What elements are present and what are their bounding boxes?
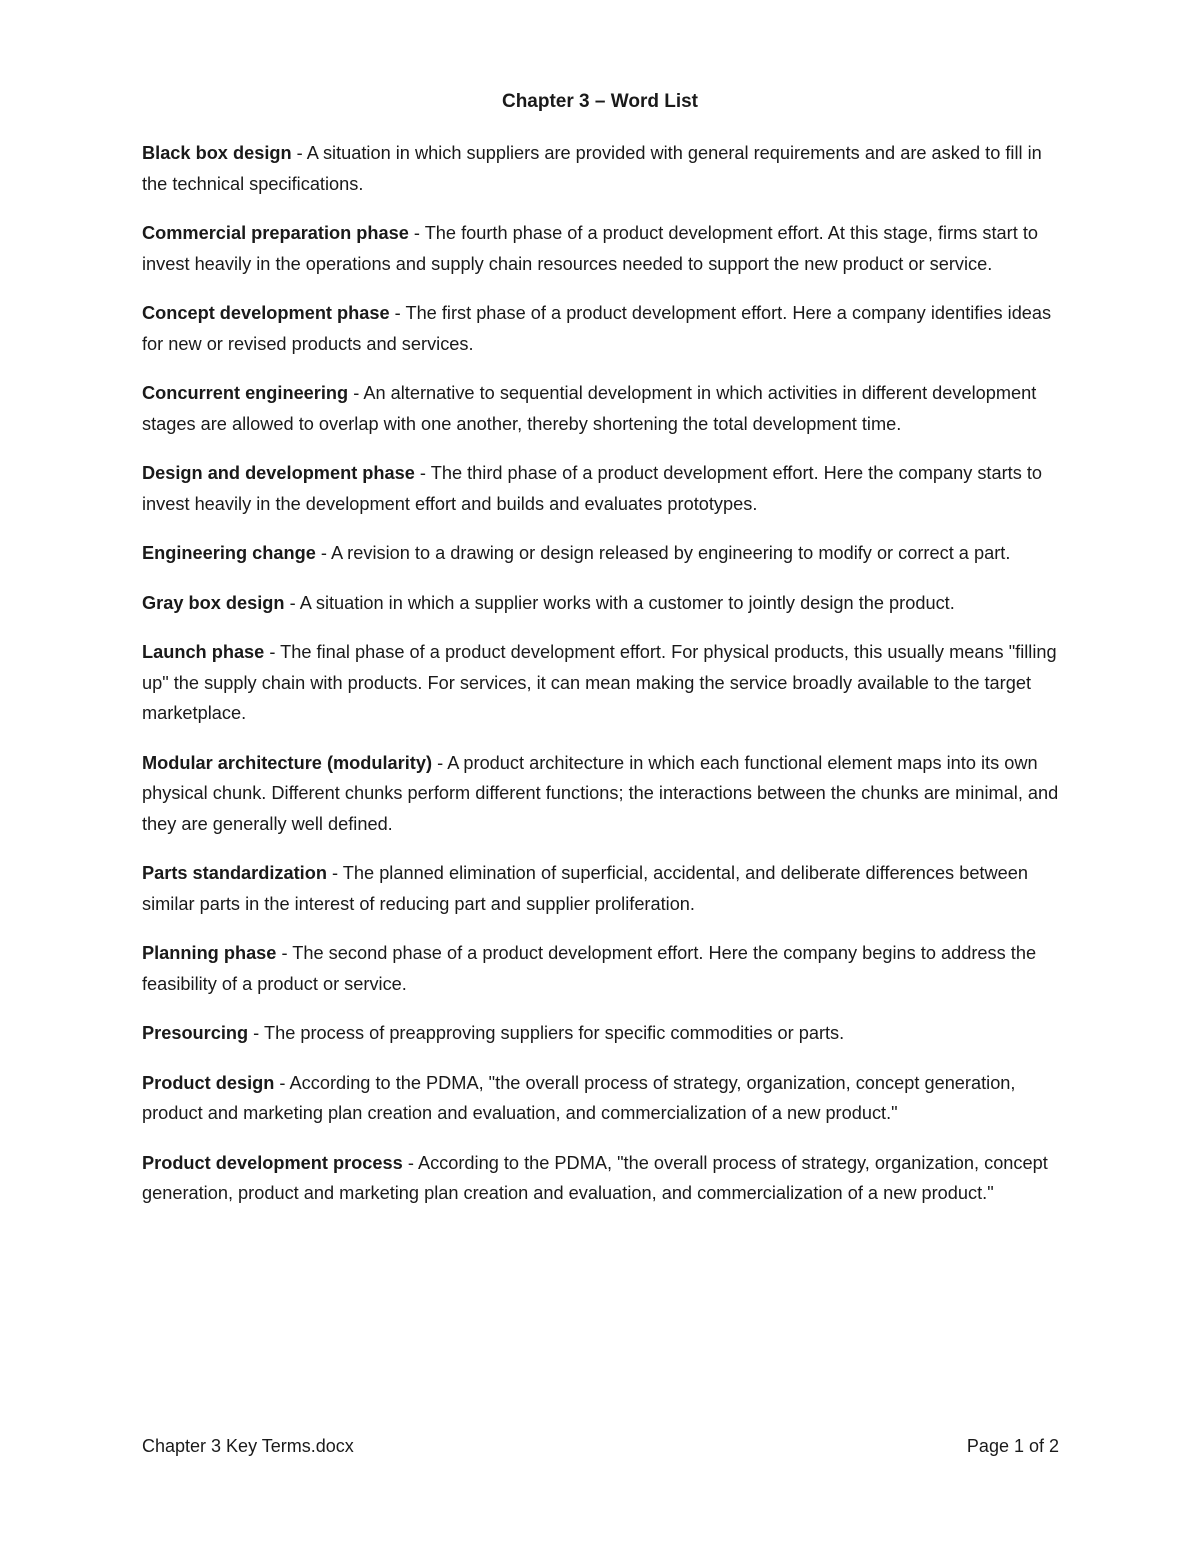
term: Concept development phase [142, 303, 390, 323]
definition: A situation in which suppliers are provided with general requirements and are asked to fill in the technical specifications. [142, 143, 1042, 194]
definition: According to the PDMA, "the overall process of strategy, organization, concept generation, product and marketing plan creation and evaluation, and commercialization of a new product." [142, 1072, 1016, 1123]
list-item [142, 298, 1062, 359]
term: Parts standardization [142, 863, 327, 883]
term-separator: - [432, 752, 448, 773]
term: Design and development phase [142, 463, 415, 483]
term: Product development process [142, 1152, 403, 1173]
term: Black box design [142, 143, 292, 163]
list-item [142, 637, 1062, 729]
footer-filename: Chapter 3 Key Terms.docx [142, 1436, 354, 1456]
term-separator: - [402, 1152, 418, 1173]
term-separator: - [276, 943, 293, 963]
definition: The third phase of a product development effort. Here the company starts to invest heavily in the development effort and builds and evaluates prototypes. [142, 463, 1043, 514]
term-separator: - [326, 863, 343, 883]
definition: The fourth phase of a product development effort. At this stage, firms start to invest heavily in the operations and supply chain resources needed to support the new product or service. [142, 223, 1038, 274]
term-separator: - [389, 303, 406, 323]
term-separator: - [414, 463, 431, 483]
footer-page-number: Page 1 of 2 [966, 1436, 1059, 1456]
word-list [142, 138, 1062, 1228]
definition: A revision to a drawing or design released by engineering to modify or correct a part. [331, 543, 1011, 563]
definition: According to the PDMA, "the overall process of strategy, organization, concept generation, product and marketing plan creation and evaluation, and commercialization of a new product." [142, 1152, 1048, 1203]
term-separator: - [291, 143, 307, 163]
term: Launch phase [142, 642, 265, 662]
term-separator: - [348, 383, 364, 403]
list-item [142, 1018, 1062, 1049]
definition: The final phase of a product development effort. For physical products, this usually means "filling up" the supply chain with products. For services, it can mean making the service broadly available to the target marketplace. [142, 642, 1057, 723]
term: Modular architecture (modularity) [142, 752, 433, 773]
list-item [142, 378, 1062, 439]
list-item [142, 458, 1062, 519]
definition: The second phase of a product development effort. Here the company begins to address the feasibility of a product or service. [142, 943, 1037, 994]
definition: The first phase of a product development effort. Here a company identifies ideas for new or revised products and services. [142, 303, 1052, 354]
term: Presourcing [142, 1023, 249, 1043]
definition: The process of preapproving suppliers for specific commodities or parts. [263, 1023, 845, 1043]
definition: The planned elimination of superficial, accidental, and deliberate differences between similar parts in the interest of reducing part and supplier proliferation. [142, 863, 1028, 914]
term-separator: - [264, 642, 281, 662]
list-item [142, 138, 1062, 199]
term-separator: - [408, 223, 425, 243]
term: Concurrent engineering [142, 383, 349, 403]
term-separator: - [315, 543, 331, 563]
term: Commercial preparation phase [142, 223, 409, 243]
document-title: Chapter 3 – Word List [501, 91, 698, 112]
list-item [142, 538, 1062, 569]
term: Product design [142, 1072, 275, 1093]
term-separator: - [274, 1072, 290, 1093]
list-item [142, 938, 1062, 999]
definition: A product architecture in which each functional element maps into its own physical chunk. Different chunks perform different functions; the interactions between the chunks are minimal, and they are generally well defined. [142, 752, 1059, 834]
list-item [142, 1148, 1062, 1209]
term: Gray box design [142, 592, 285, 613]
term-separator: - [284, 592, 300, 613]
list-item [142, 1068, 1062, 1129]
list-item [142, 588, 1062, 619]
term: Planning phase [142, 943, 277, 963]
term: Engineering change [142, 543, 316, 563]
term-separator: - [248, 1023, 264, 1043]
list-item [142, 858, 1062, 919]
list-item [142, 748, 1062, 840]
list-item [142, 218, 1062, 279]
definition: An alternative to sequential development in which activities in different development stages are allowed to overlap with one another, thereby shortening the total development time. [142, 383, 1037, 434]
definition: A situation in which a supplier works with a customer to jointly design the product. [299, 592, 955, 613]
